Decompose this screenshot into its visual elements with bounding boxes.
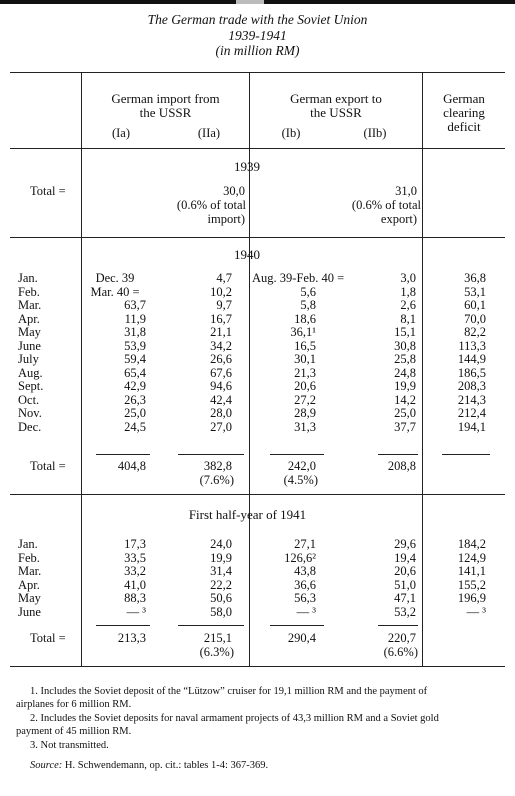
sum-rule-1940-iib [378, 454, 418, 455]
source-label: Source: [30, 760, 63, 771]
header-export-line2: the USSR [310, 105, 362, 120]
cell-ib: 43,8 [294, 564, 316, 578]
header-col-ia: (Ia) [111, 126, 131, 140]
cell-ia: 59,4 [124, 352, 146, 366]
cell-ia: 65,4 [124, 365, 146, 380]
cell-ib: 30,1 [294, 352, 316, 366]
source-line [30, 759, 268, 772]
cell-ia: Mar. 40 = [90, 284, 140, 299]
total-1939-import: 30,0 [223, 184, 245, 198]
total-1939-import-share: (0.6% of total [176, 198, 246, 212]
cell-iia: 16,7 [210, 311, 232, 326]
cell-ia: 42,9 [124, 379, 146, 393]
cell-iib: 53,2 [394, 604, 416, 619]
cell-ib: 20,6 [294, 379, 316, 393]
column-divider-deficit [422, 72, 423, 666]
cell-iia: 22,2 [210, 577, 232, 592]
section-1941-heading: First half-year of 1941 [188, 507, 307, 522]
month-label: Feb. [18, 284, 40, 299]
cell-ib: 36,1¹ [290, 325, 316, 339]
cell-iib: 19,4 [394, 550, 416, 565]
cell-iib: 37,7 [394, 419, 416, 434]
cell-iia: 34,2 [210, 338, 232, 353]
sum-rule-1941-ib [270, 625, 324, 626]
cell-ia: 25,0 [124, 406, 146, 420]
cell-ib: — ³ [296, 604, 316, 619]
section-1939-heading: 1939 [234, 159, 260, 174]
section-1940-bottom-rule [10, 494, 505, 495]
source-text: H. Schwendemann, op. cit.: tables 1-4: 367-369. [64, 760, 269, 771]
cell-iia: 26,6 [210, 352, 232, 366]
cell-deficit: 212,4 [457, 406, 486, 420]
cell-ib: 31,3 [294, 419, 316, 434]
cell-iib: 8,1 [400, 311, 416, 326]
footnote-1-line1: 1. Includes the Soviet deposit of the “Lützow” cruiser for 19,1 million RM and the payment of [30, 686, 428, 697]
table-bottom-rule [10, 666, 505, 667]
total-1941-ib: 290,4 [287, 631, 316, 645]
cell-ia: 88,3 [124, 591, 146, 605]
sum-rule-1940-ib [270, 454, 324, 455]
header-col-ib: (Ib) [281, 126, 301, 140]
cell-iia: 28,0 [210, 406, 232, 420]
month-label: June [18, 604, 41, 619]
cell-deficit: 124,9 [457, 550, 486, 565]
cell-iib: 14,2 [394, 392, 416, 407]
cell-iia: 9,7 [216, 298, 232, 312]
cell-iib: 3,0 [400, 271, 416, 285]
month-label: Oct. [18, 392, 40, 407]
header-import-line1: German import from [111, 91, 220, 106]
cell-ia: 33,2 [124, 564, 146, 578]
cell-ia: Dec. 39 [95, 271, 135, 285]
footnote-2-line2: payment of 45 million RM. [16, 726, 132, 737]
cell-deficit: 82,2 [464, 325, 486, 339]
cell-iia: 27,0 [210, 419, 232, 434]
cell-iib: 19,9 [394, 379, 416, 393]
header-bottom-rule [10, 148, 505, 149]
cell-deficit: 186,5 [457, 365, 486, 380]
total-1940-iia: 382,8 [203, 459, 232, 473]
cell-deficit: 144,9 [457, 352, 486, 366]
cell-ib: 5,6 [300, 284, 316, 299]
total-1940-ia: 404,8 [117, 459, 146, 473]
cell-ib: 28,9 [294, 406, 316, 420]
cell-ia: 26,3 [124, 392, 146, 407]
cell-ib: 16,5 [294, 338, 316, 353]
cell-ia: 63,7 [124, 298, 146, 312]
cell-deficit: 36,8 [464, 271, 486, 285]
cell-deficit: 113,3 [458, 338, 486, 353]
total-1939-export: 31,0 [395, 184, 417, 198]
cell-ib: 27,1 [294, 537, 316, 551]
header-deficit-line1: German [443, 91, 485, 106]
cell-deficit: 155,2 [457, 577, 486, 592]
cell-deficit: — ³ [466, 604, 486, 619]
cell-ia: 53,9 [124, 338, 146, 353]
cell-ib: Aug. 39-Feb. 40 = [252, 271, 345, 285]
total-1941-label: Total = [30, 631, 66, 645]
month-label: June [18, 338, 41, 353]
total-1941-iia-share: (6.3%) [199, 645, 234, 659]
cell-ib: 36,6 [294, 577, 316, 592]
total-1939-import-share-end: import) [207, 212, 245, 226]
month-label: Mar. [18, 564, 42, 578]
header-deficit-line2: clearing [443, 105, 485, 120]
section-1939-bottom-rule [10, 237, 505, 238]
total-1939-label: Total = [30, 184, 66, 198]
cell-ia: 33,5 [124, 550, 146, 565]
cell-iia: 67,6 [210, 365, 232, 380]
cell-iia: 42,4 [210, 392, 232, 407]
sum-rule-1941-iib [378, 625, 418, 626]
cell-iia: 19,9 [210, 550, 232, 565]
cell-iib: 25,0 [394, 406, 416, 420]
month-label: Feb. [18, 550, 40, 565]
cell-deficit: 214,3 [457, 392, 486, 407]
cell-iib: 1,8 [400, 284, 416, 299]
cell-deficit: 60,1 [464, 298, 486, 312]
section-1940-heading: 1940 [234, 247, 260, 262]
table-subtitle-years: 1939-1941 [228, 28, 287, 43]
month-label: Apr. [18, 577, 40, 592]
total-1939-export-share: (0.6% of total [351, 198, 421, 212]
month-label: Aug. [18, 365, 43, 380]
top-edge-notch [236, 0, 264, 4]
cell-deficit: 208,3 [457, 379, 486, 393]
footnote-2-line1: 2. Includes the Soviet deposits for naval armament projects of 43,3 million RM and a Soviet gold [30, 713, 439, 724]
cell-deficit: 141,1 [457, 564, 486, 578]
header-export-line1: German export to [290, 91, 382, 106]
header-deficit-line3: deficit [447, 119, 481, 134]
sum-rule-1941-ia [96, 625, 150, 626]
top-edge-bar [0, 0, 515, 4]
cell-deficit: 196,9 [457, 591, 486, 605]
total-1940-label: Total = [30, 459, 66, 473]
cell-ib: 5,8 [300, 298, 316, 312]
cell-ib: 56,3 [294, 591, 316, 605]
cell-deficit: 184,2 [457, 537, 486, 551]
cell-iib: 25,8 [394, 352, 416, 366]
total-1941-iib-share: (6.6%) [383, 645, 418, 659]
table-subtitle-units: (in million RM) [215, 43, 300, 58]
month-label: May [18, 325, 41, 339]
cell-iia: 21,1 [210, 325, 232, 339]
cell-deficit: 194,1 [457, 419, 486, 434]
cell-ia: 24,5 [124, 419, 146, 434]
header-top-rule [10, 72, 505, 73]
header-import-line2: the USSR [139, 105, 192, 120]
cell-iib: 29,6 [394, 537, 416, 551]
cell-ib: 18,6 [294, 311, 316, 326]
month-label: Sept. [18, 379, 44, 393]
footnote-3: 3. Not transmitted. [30, 740, 109, 751]
cell-iia: 31,4 [210, 564, 232, 578]
total-1940-iib: 208,8 [387, 459, 416, 473]
cell-iib: 47,1 [394, 591, 416, 605]
cell-ia: 41,0 [124, 577, 146, 592]
cell-deficit: 53,1 [464, 284, 486, 299]
total-1939-export-share-end: export) [380, 212, 417, 226]
cell-iib: 2,6 [400, 298, 416, 312]
cell-iia: 24,0 [210, 537, 232, 551]
month-label: Mar. [18, 298, 42, 312]
footnote-1-line2: airplanes for 6 million RM. [16, 699, 132, 710]
total-1940-iia-share: (7.6%) [199, 473, 234, 487]
total-1940-ib-share: (4.5%) [283, 473, 318, 487]
cell-ia: 11,9 [124, 311, 146, 326]
column-divider-import [81, 72, 82, 666]
cell-ib: 27,2 [294, 392, 316, 407]
cell-ia: 17,3 [124, 537, 146, 551]
cell-iia: 10,2 [210, 284, 232, 299]
cell-ia: 31,8 [124, 325, 146, 339]
cell-iib: 15,1 [394, 325, 416, 339]
cell-iia: 50,6 [210, 591, 232, 605]
sum-rule-1940-ia [96, 454, 150, 455]
sum-rule-1940-deficit [442, 454, 490, 455]
header-col-iia: (IIa) [197, 126, 221, 140]
cell-ib: 21,3 [294, 365, 316, 380]
cell-ia: — ³ [126, 604, 146, 619]
month-label: Jan. [18, 271, 38, 285]
cell-iia: 4,7 [216, 271, 232, 285]
cell-iib: 30,8 [394, 338, 416, 353]
month-label: Dec. [18, 419, 42, 434]
month-label: May [18, 591, 41, 605]
cell-iib: 51,0 [394, 577, 416, 592]
cell-iia: 58,0 [210, 604, 232, 619]
header-col-iib: (IIb) [363, 126, 387, 140]
cell-ib: 126,6² [284, 550, 316, 565]
total-1941-ia: 213,3 [117, 631, 146, 645]
month-label: Apr. [18, 311, 40, 326]
cell-iia: 94,6 [210, 379, 232, 393]
month-label: July [18, 352, 39, 366]
total-1940-ib: 242,0 [287, 459, 316, 473]
cell-iib: 20,6 [394, 564, 416, 578]
sum-rule-1941-iia [178, 625, 244, 626]
cell-iib: 24,8 [394, 365, 416, 380]
total-1941-iia: 215,1 [203, 631, 232, 645]
month-label: Jan. [18, 537, 38, 551]
month-label: Nov. [18, 406, 42, 420]
sum-rule-1940-iia [178, 454, 244, 455]
table-title: The German trade with the Soviet Union [147, 12, 368, 27]
total-1941-iib: 220,7 [387, 631, 416, 645]
cell-deficit: 70,0 [464, 311, 486, 326]
